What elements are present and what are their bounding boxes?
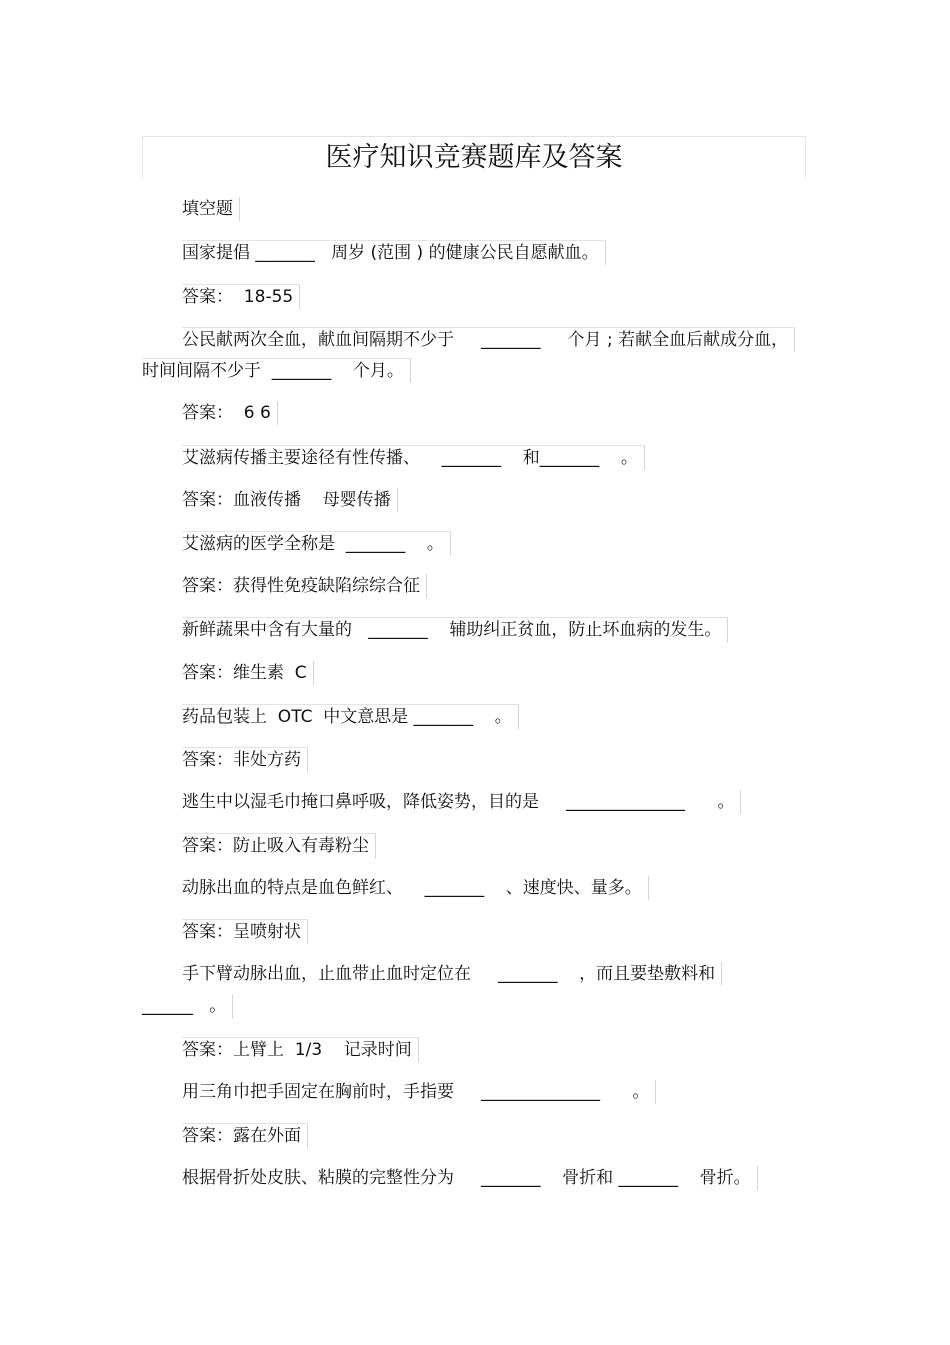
question-line-continued: ______ 。 [142, 994, 233, 1018]
question-line: 艾滋病的医学全称是 _______ 。 [182, 531, 451, 556]
answer-line: 答案： 18-55 [182, 284, 300, 309]
answer-line: 答案： 6 6 [182, 401, 278, 425]
answer-line: 答案：呈喷射状 [182, 919, 308, 944]
question-line-continued: 时间间隔不少于 _______ 个月。 [142, 358, 411, 383]
question-line: 动脉出血的特点是血色鲜红、 _______ 、速度快、量多。 [182, 876, 649, 900]
question-line: 用三角巾把手固定在胸前时，手指要 ______________ 。 [182, 1080, 656, 1104]
page-title: 医疗知识竞赛题库及答案 [142, 136, 806, 178]
question-line: 手下臂动脉出血，止血带止血时定位在 _______ ，而且要垫敷料和 [182, 962, 722, 986]
question-line: 国家提倡 _______ 周岁 (范围 ) 的健康公民自愿献血。 [182, 240, 606, 265]
question-line: 逃生中以湿毛巾掩口鼻呼吸，降低姿势，目的是 ______________ 。 [182, 790, 741, 814]
section-heading: 填空题 [182, 197, 240, 221]
question-line: 根据骨折处皮肤、粘膜的完整性分为 _______ 骨折和 _______ 骨折。 [182, 1166, 758, 1190]
answer-line: 答案：露在外面 [182, 1123, 308, 1148]
answer-line: 答案：防止吸入有毒粉尘 [182, 833, 376, 858]
answer-line: 答案：维生素 C [182, 661, 314, 685]
answer-line: 答案：获得性免疫缺陷综综合征 [182, 574, 427, 598]
question-line: 公民献两次全血，献血间隔期不少于 _______ 个月 ; 若献全血后献成分血， [182, 327, 795, 352]
answer-line: 答案：上臂上 1/3 记录时间 [182, 1037, 419, 1062]
question-line: 药品包装上 OTC 中文意思是 _______ 。 [182, 704, 519, 729]
question-line: 新鲜蔬果中含有大量的 _______ 辅助纠正贫血，防止坏血病的发生。 [182, 617, 728, 642]
answer-line: 答案：非处方药 [182, 747, 308, 772]
answer-line: 答案：血液传播 母婴传播 [182, 488, 398, 512]
question-line: 艾滋病传播主要途径有性传播、 _______ 和_______ 。 [182, 445, 645, 470]
